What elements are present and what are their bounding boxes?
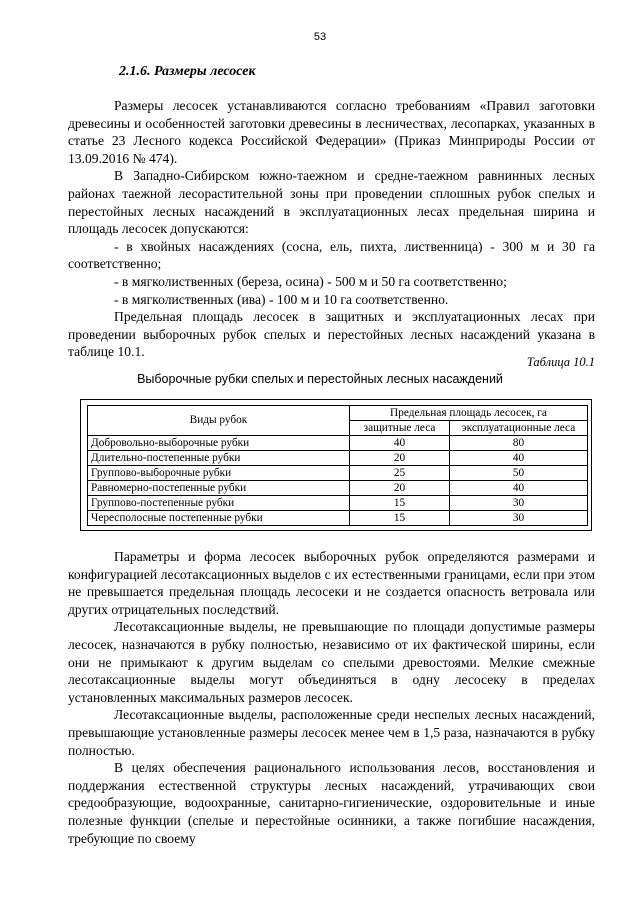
cell-exploitation: 40 [450,481,588,496]
paragraph: Параметры и форма лесосек выборочных рубок определяются размерами и конфигурацией лесотаксационных выделов с их естественными границами, если при этом не превышается предельная площадь лесосеки и не создается опасность ветровала или других отрицательных последствий. [68,549,595,617]
cell-cut-type: Группово-выборочные рубки [88,466,350,481]
cell-protective: 15 [350,496,450,511]
cell-exploitation: 80 [450,436,588,451]
paragraph: Лесотаксационные выделы, не превышающие по площади допустимые размеры лесосек, назначаются в рубку полностью, независимо от их фактической ширины, если они не примыкают к другим выделам со спелыми древостоями. Мелкие смежные лесотаксационные выделы могут объединяться в одну лесосеку в пределах установленных максимальных размеров лесосек. [68,619,595,705]
paragraph: Лесотаксационные выделы, расположенные среди неспелых лесных насаждений, превышающие установленные размеры лесосек менее чем в 1,5 раза, назначаются в рубку полностью. [68,707,595,758]
paragraph: - в мягколиственных (ива) - 100 м и 10 га соответственно. [114,291,449,307]
cell-exploitation: 40 [450,451,588,466]
cell-cut-type: Группово-постепенные рубки [88,496,350,511]
cell-protective: 20 [350,451,450,466]
page-number: 53 [313,31,327,43]
cell-exploitation: 30 [450,496,588,511]
cell-exploitation: 50 [450,466,588,481]
header-protective-forests: защитные леса [350,421,450,436]
body-text-bottom [68,548,595,847]
table-row [88,481,588,496]
table-row [88,466,588,481]
cell-protective: 20 [350,481,450,496]
header-max-area: Предельная площадь лесосек, га [350,406,588,421]
paragraph: В целях обеспечения рационального использования лесов, восстановления и поддержания естественной структуры лесных насаждений, утрачивающих свои средообразующие, водоохранные, санитарно-гигиенические, оздоровительные и иные полезные функции (спелые и перестойные осинники, а также погибшие насаждения, требующие по своему [68,760,595,846]
body-text-top [68,97,595,361]
cell-protective: 25 [350,466,450,481]
cell-cut-type: Добровольно-выборочные рубки [88,436,350,451]
table-caption: Выборочные рубки спелых и перестойных лесных насаждений [137,372,503,386]
cell-cut-type: Равномерно-постепенные рубки [88,481,350,496]
table-header-row [88,406,588,421]
paragraph: - в хвойных насаждениях (сосна, ель, пихта, лиственница) - 300 м и 30 га соответственно; [68,238,595,272]
cell-cut-type: Длительно-постепенные рубки [88,451,350,466]
table-row [88,511,588,526]
table-frame [80,399,592,531]
table-row [88,436,588,451]
paragraph: Размеры лесосек устанавливаются согласно требованиям «Правил заготовки древесины и особенностей заготовки древесины в лесничествах, лесопарках, указанных в статье 23 Лесного кодекса Российской Федерации» (Приказ Минприроды России от 13.09.2016 № 474). [68,98,595,166]
paragraph: В Западно-Сибирском южно-таежном и средне-таежном равнинных лесных районах таежной лесорастительной зоны при проведении сплошных рубок спелых и перестойных лесных насаждений в эксплуатационных лесах предельная ширина и площадь лесосек допускаются: [68,168,595,237]
table-row [88,496,588,511]
header-exploitation-forests: эксплуатационные леса [450,421,588,436]
header-cut-type: Виды рубок [88,406,350,436]
paragraph: - в мягколиственных (береза, осина) - 500 м и 50 га соответственно; [114,273,507,289]
cell-exploitation: 30 [450,511,588,526]
cutting-table [87,405,588,526]
section-heading: 2.1.6. Размеры лесосек [119,64,256,79]
cell-protective: 15 [350,511,450,526]
table-row [88,451,588,466]
table-label: Таблица 10.1 [526,355,595,369]
paragraph: Предельная площадь лесосек в защитных и эксплуатационных лесах при проведении выборочных рубок спелых и перестойных лесных насаждений указана в таблице 10.1. [68,309,595,360]
cell-protective: 40 [350,436,450,451]
cell-cut-type: Чересполосные постепенные рубки [88,511,350,526]
